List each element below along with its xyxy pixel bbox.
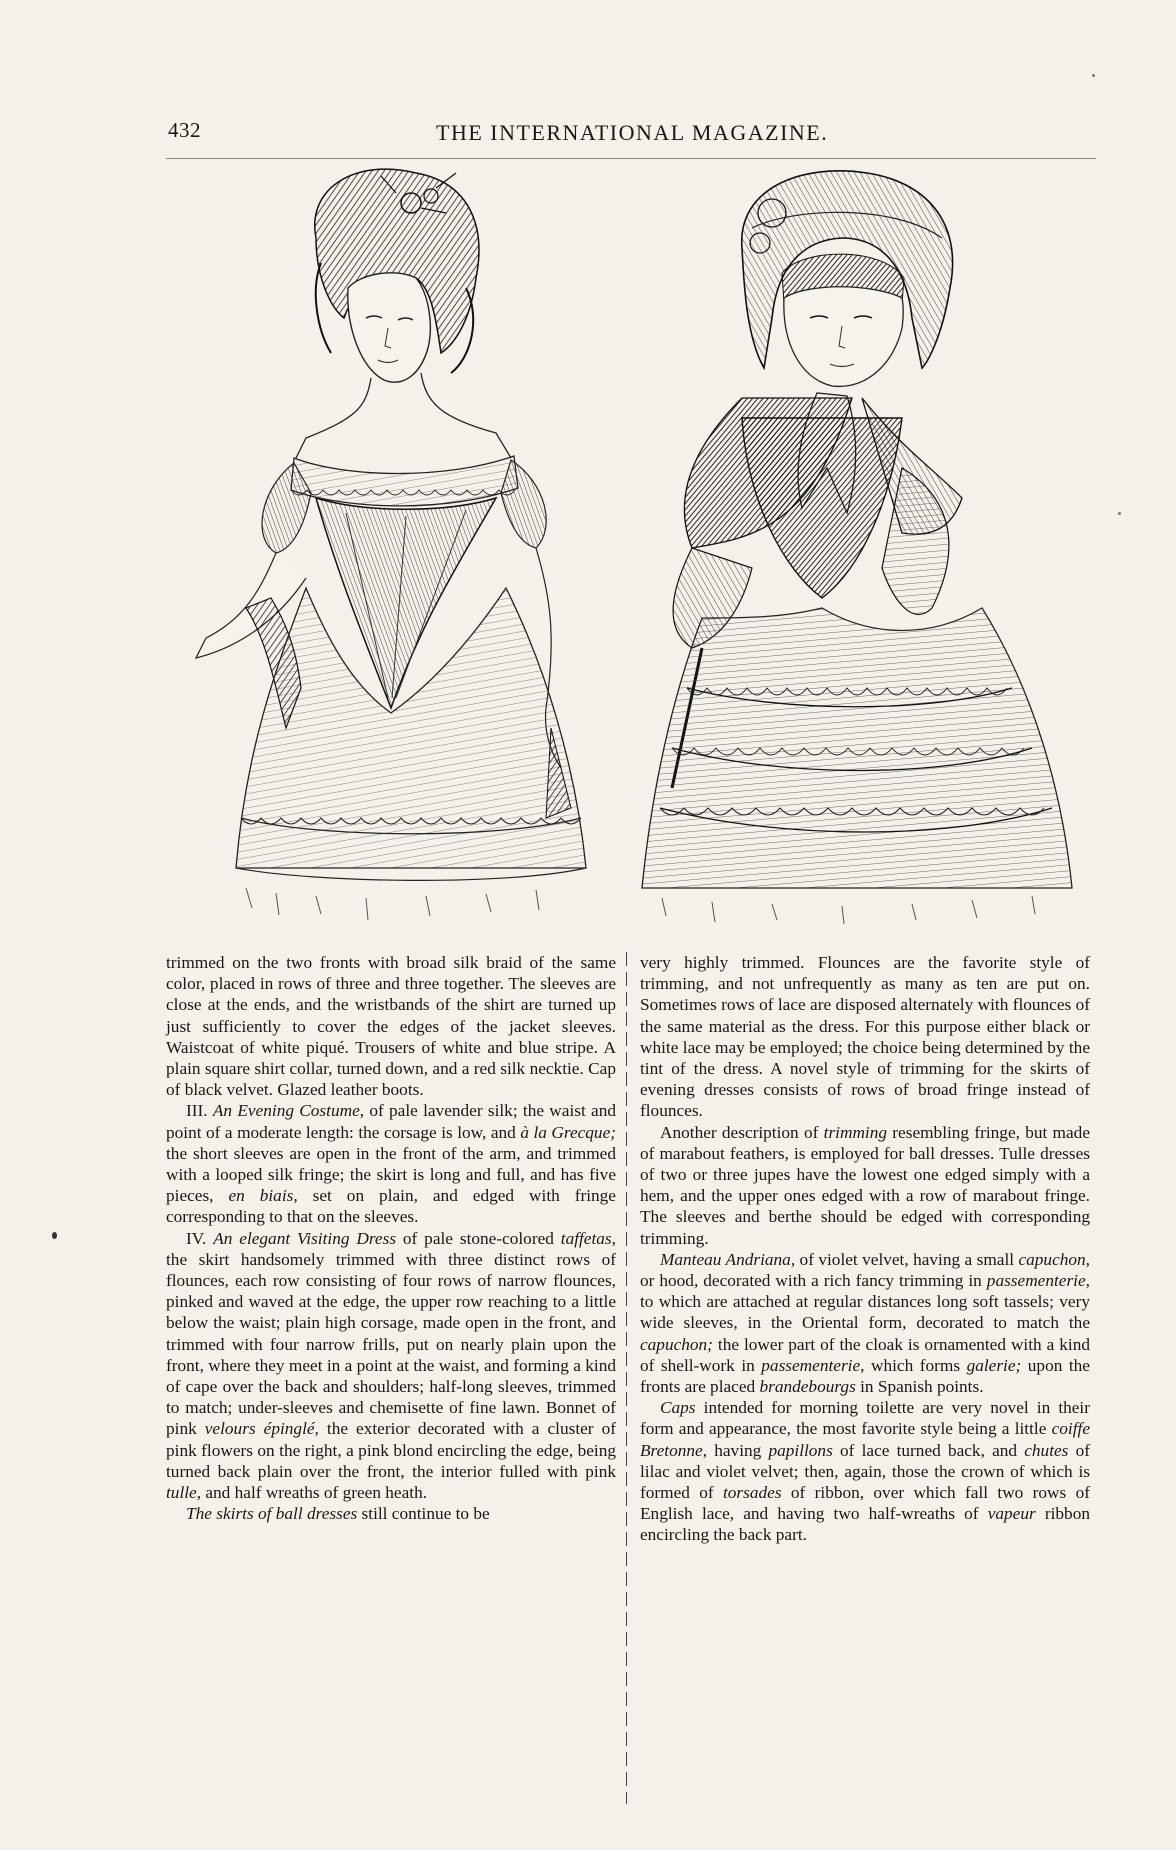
stray-ink-mark	[52, 1232, 57, 1239]
left-column-paragraph: III. An Evening Costume, of pale lavender silk; the waist and point of a moderate length: the corsage is low, and à la Grecque; the short sleeves are open in the front of the arm, and trimmed with a looped silk fringe; the skirt is long and full, and has five pieces, en biais, set on plain, and edged with fringe corresponding to that on the sleeves.	[166, 1101, 617, 1227]
left-column-paragraph: The skirts of ball dresses still continue to be	[186, 1504, 490, 1524]
article-columns	[166, 952, 1096, 1802]
visiting-dress-engraving	[632, 168, 1092, 928]
left-column	[166, 952, 616, 1524]
page-header	[166, 118, 1096, 159]
right-column-paragraph: Caps intended for morning toilette are very novel in their form and appearance, the most favorite style being a little coiffe Bretonne, having papillons of lace turned back, and chutes of lilac and violet velvet; then, again, those the crown of which is formed of torsades of ribbon, over which fall two rows of English lace, and having two half-wreaths of vapeur ribbon encircling the back part.	[640, 1398, 1090, 1545]
right-column	[640, 952, 1090, 1546]
column-divider	[626, 952, 627, 1804]
right-column-paragraph: Manteau Andriana, of violet velvet, having a small capuchon, or hood, decorated with a rich fancy trimming in passementerie, to which are attached at regular distances long soft tassels; very wide sleeves, in the Oriental form, decorated to match the capuchon; the lower part of the cloak is ornamented with a kind of shell-work in passementerie, which forms galerie; upon the fronts are placed brandebourgs in Spanish points.	[640, 1249, 1090, 1397]
page-number: 432	[168, 118, 201, 142]
left-column-paragraph: IV. An elegant Visiting Dress of pale stone-colored taffetas, the skirt handsomely trimmed with three distinct rows of flounces, each row consisting of four rows of narrow flounces, pinked and waved at the edge, the upper row reaching to a little below the waist; plain high corsage, made open in the front, and trimmed with four narrow frills, put on nearly plain upon the front, where they meet in a point at the waist, and forming a kind of cape over the back and shoulders; half-long sleeves, trimmed to match; under-sleeves and chemisette of fine lawn. Bonnet of pink velours épinglé, the exterior decorated with a cluster of pink flowers on the right, a pink blond encircling the edge, being turned back plain over the front, the interior fulled with pink tulle, and half wreaths of green heath.	[166, 1228, 616, 1503]
edge-speck	[1092, 74, 1095, 77]
evening-costume-engraving	[166, 168, 626, 948]
running-head: THE INTERNATIONAL MAGAZINE.	[436, 120, 829, 145]
edge-speck	[1118, 512, 1121, 515]
right-column-paragraph: Another description of trimming resembling fringe, but made of marabout feathers, is employed for ball dresses. Tulle dresses of two or three jupes have the lowest one edged simply with a hem, and the upper ones edged with a row of marabout fringe. The sleeves and berthe should be edged with corresponding trimming.	[640, 1122, 1090, 1248]
left-column-paragraph: trimmed on the two fronts with broad silk braid of the same color, placed in rows of three and three together. The sleeves are close at the ends, and the wristbands of the shirt are turned up just sufficiently to cover the edges of the jacket sleeves. Waistcoat of white piqué. Trousers of white and blue stripe. A plain square shirt collar, turned down, and a red silk necktie. Cap of black velvet. Glazed leather boots.	[166, 953, 616, 1100]
right-column-paragraph: very highly trimmed. Flounces are the favorite style of trimming, and not unfrequently as many as ten are put on. Sometimes rows of lace are disposed alternately with flounces of the same material as the dress. For this purpose either black or white lace may be employed; the choice being determined by the tint of the dress. A novel style of trimming for the skirts of evening dresses consists of rows of broad fringe instead of flounces.	[640, 953, 1090, 1121]
